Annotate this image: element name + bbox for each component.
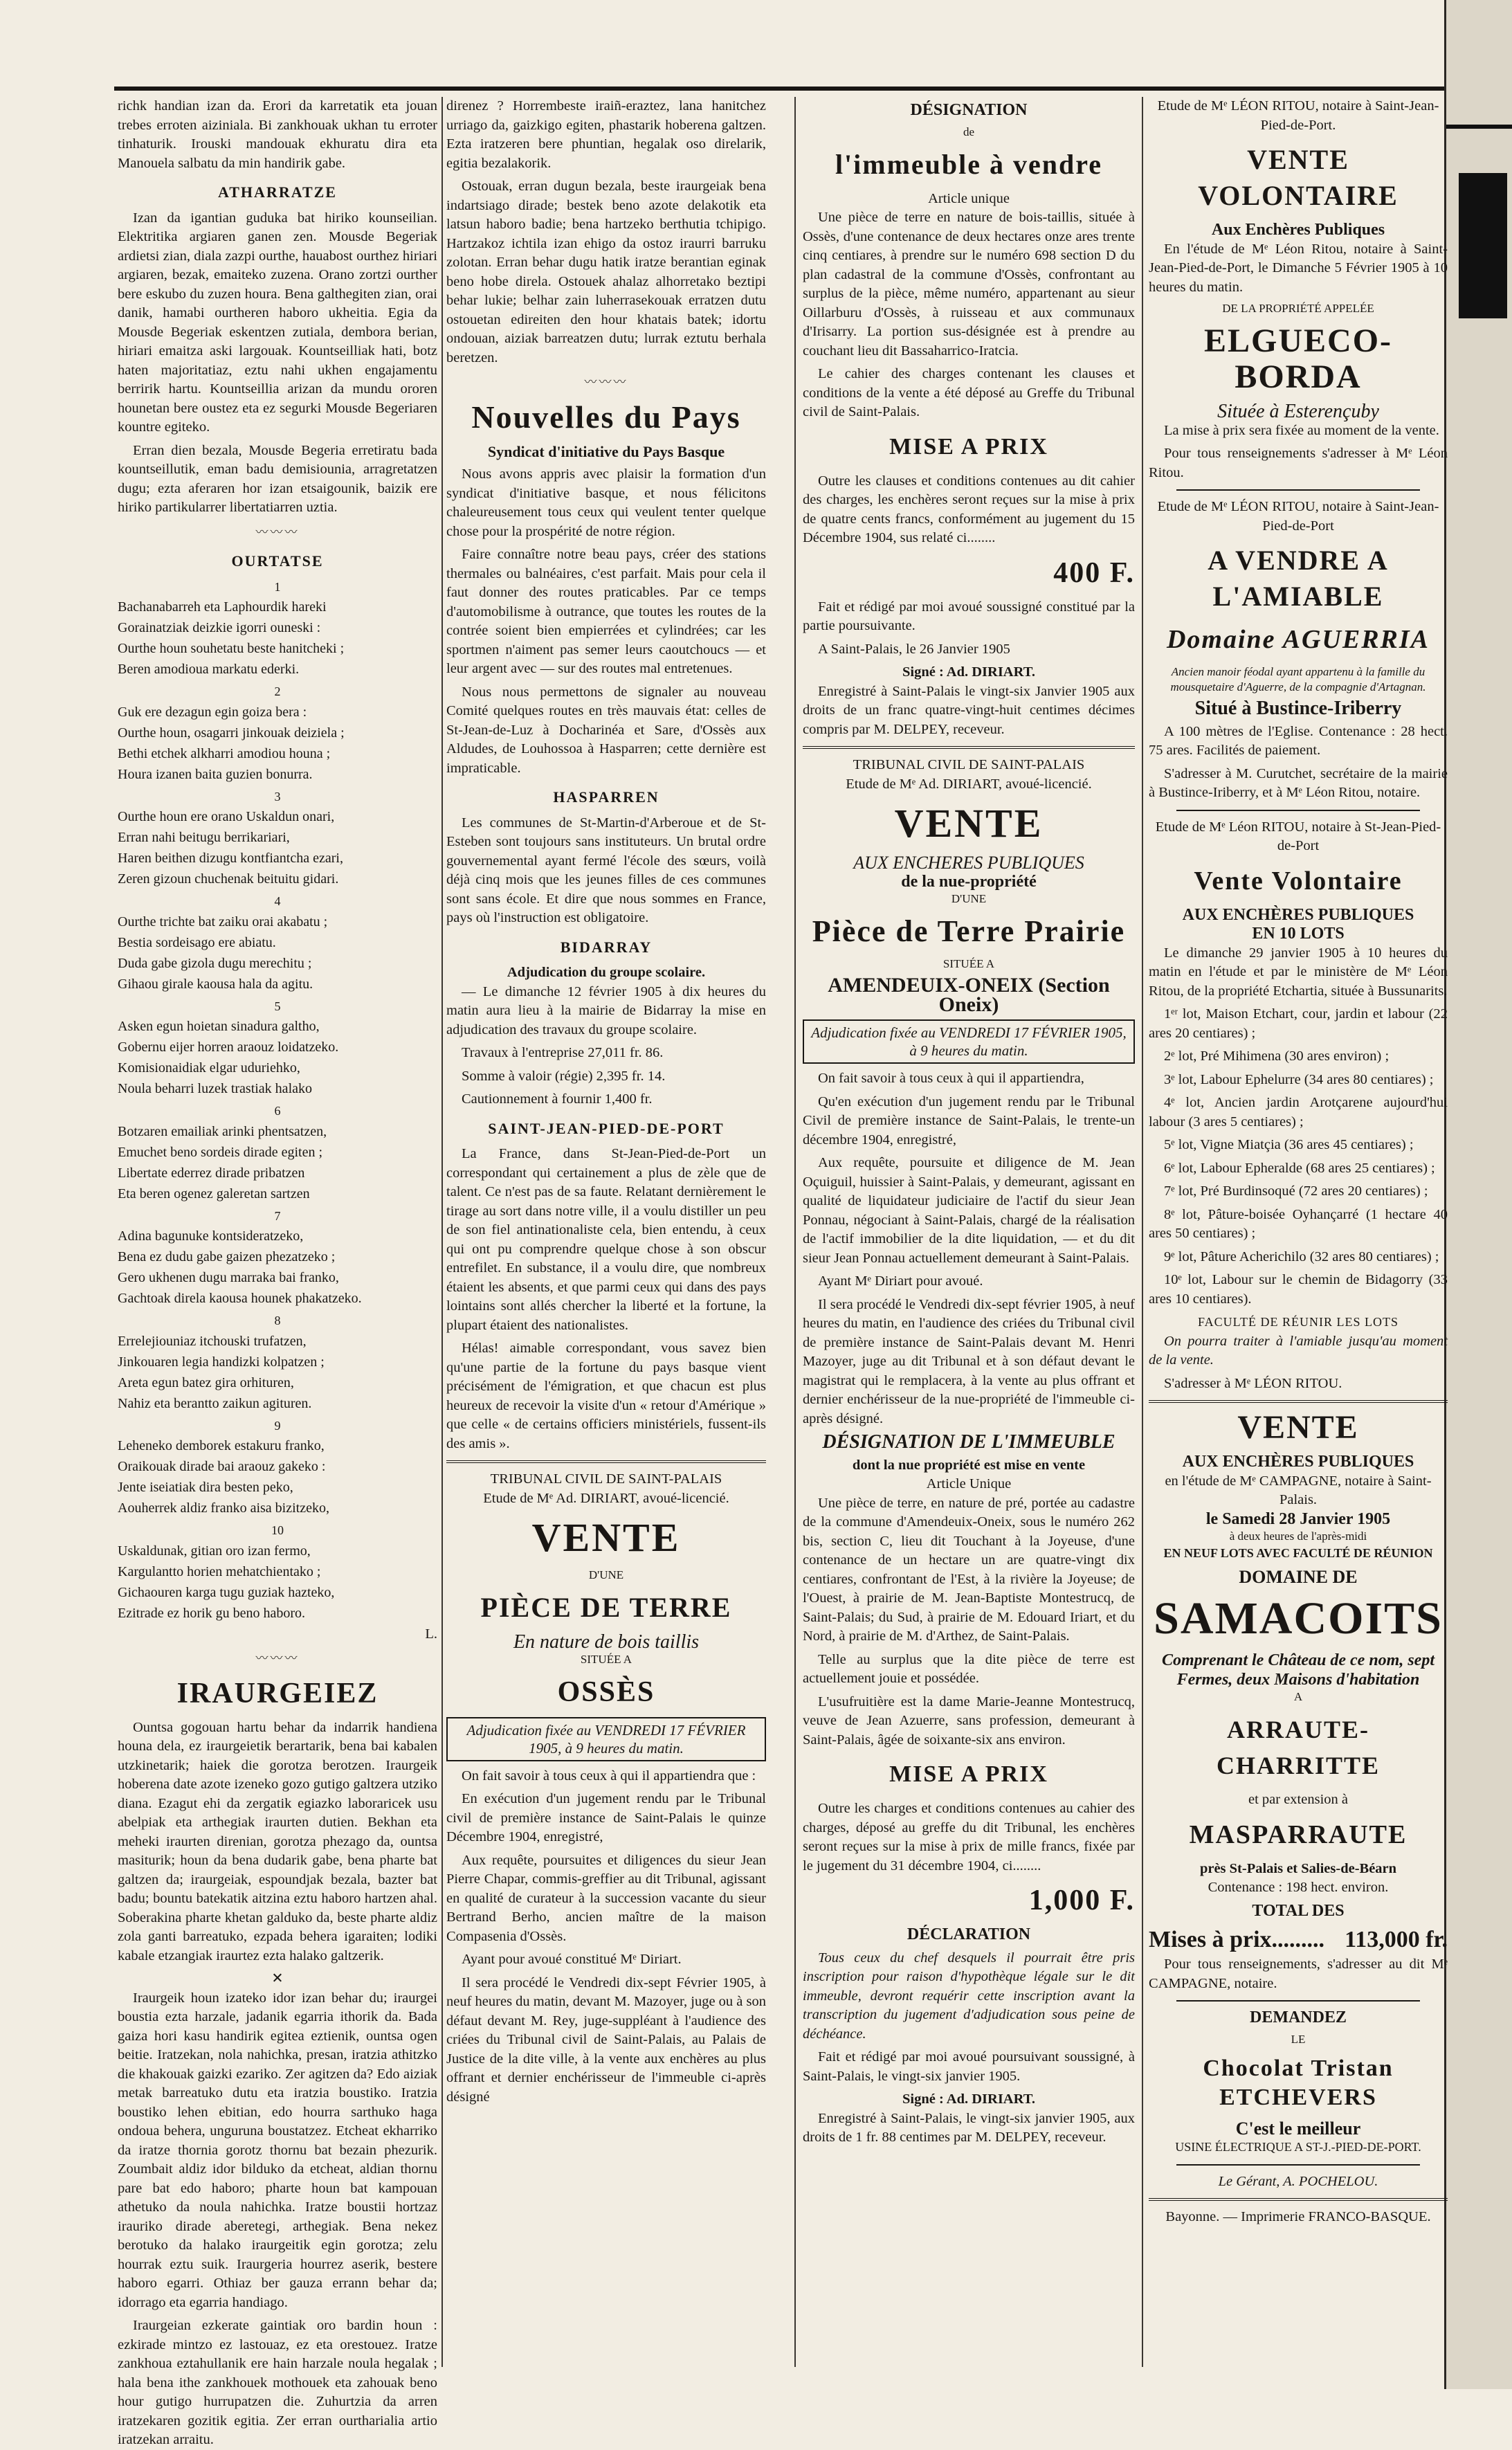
heading-bidarray: BIDARRAY	[560, 938, 653, 956]
dune-label: D'UNE	[588, 1568, 624, 1581]
paragraph: Outre les charges et conditions contenues au cahier des charges, déposé au greffe du dit Tribunal, les enchères seront reçues sur la mise à prix de mille francs, fixée par le jugement du 31 décembre 1904, ci........	[803, 1801, 1135, 1873]
verse-line: Libertate ederrez dirade pribatzen	[118, 1165, 305, 1181]
paragraph: Hélas! aimable correspondant, vous savez bien qu'une partie de la fortune du pays basque vient précisément de l'émigration, et que chacun est plus heureux de recevoir la visite d'un « retour d'Amérique » que celle « de certains officiers ministériels, fussent-ils des amis ».	[446, 1341, 766, 1451]
verse-line: Emuchet beno sordeis dirade egiten ;	[118, 1144, 323, 1160]
a-vendre-heading: A VENDRE A L'AMIABLE	[1208, 545, 1389, 612]
paragraph: A 100 mètres de l'Eglise. Contenance : 28 hect. 75 ares. Facilités de paiement.	[1149, 723, 1448, 758]
lot-list	[1149, 1005, 1448, 1309]
lot-item: 5ᵉ lot, Vigne Miatçia (36 ares 45 centiares) ;	[1164, 1137, 1414, 1152]
verse-line: Zeren gizoun chuchenak beituitu gidari.	[118, 871, 339, 887]
bidarray-subtitle: Adjudication du groupe scolaire.	[507, 965, 706, 980]
verse-line: Nahiz eta berantto zaikun agituren.	[118, 1395, 312, 1411]
paragraph: S'adresser à Mᵉ LÉON RITOU.	[1164, 1375, 1342, 1391]
amendeuix-heading: AMENDEUIX-ONEIX (Section Oneix)	[828, 974, 1110, 1016]
stanza-number: 3	[274, 789, 281, 804]
usine-line: USINE ÉLECTRIQUE A ST-J.-PIED-DE-PORT.	[1175, 2140, 1421, 2154]
verse-line: Aouherrek aldiz franko aisa bizitzeko,	[118, 1500, 329, 1516]
adjacent-page-edge	[1444, 0, 1512, 2389]
verse-line: Gachtoak direla kaousa hounek phakatzeko.	[118, 1291, 362, 1306]
paragraph: Ostouak, erran dugun bezala, beste iraurgeiak bena indartsiago dirade; bestek beno azote delakotik eta latsun haboro badie; bena hartzeko berthutia tchipigo. Hartzakoz ichtila izan ehigo da ostoz iraurri barruku zolotan. Erran behar dugu hatik iratze berantian eginak beno hobe direla. Ostouek ahalaz alhorretako beztipi behar lukie; belhar zain luherrasekouak erratzen dutu ostouetan edireiten den hour khatais batek; idortu ondouan, aiziak barreatzen dutu; lurrak eztutu berhala beretzen.	[446, 179, 766, 365]
verse-line: Botzaren emailiak arinki phentsatzen,	[118, 1123, 327, 1139]
pres-line: près St-Palais et Salies-de-Béarn	[1199, 1860, 1397, 1876]
verse-line: Bena ez dudu gabe gaizen phezatzeko ;	[118, 1249, 336, 1264]
immeuble-heading: l'immeuble à vendre	[835, 148, 1103, 180]
ornament-divider: 〰〰〰	[255, 525, 300, 539]
column-basque-1	[118, 97, 437, 2447]
article-label: Article Unique	[926, 1476, 1012, 1491]
verse-line: Houra izanen baita guzien bonurra.	[118, 766, 313, 782]
arraute-heading: ARRAUTE-CHARRITTE	[1216, 1716, 1381, 1779]
stanza-number: 1	[274, 579, 281, 594]
paragraph: Outre les clauses et conditions contenues au dit cahier des charges, les enchères seront reçues sur la mise à prix de quatre cents francs, conformément au jugement du 15 Décembre 1904, sus relaté ci........	[803, 473, 1135, 545]
rule	[1176, 2164, 1420, 2166]
verse-line: Duda gabe gizola dugu merechitu ;	[118, 955, 312, 971]
column-legal-notices	[803, 97, 1135, 2374]
paragraph: La mise à prix sera fixée au moment de la vente.	[1164, 422, 1439, 438]
designation-immeuble-heading: DÉSIGNATION DE L'IMMEUBLE	[822, 1431, 1115, 1453]
stanza-number: 5	[274, 999, 281, 1013]
column-rule-2	[794, 97, 796, 2367]
verse-line: Gorainatziak deizkie igorri ouneski :	[118, 620, 321, 635]
encheres-line: AUX ENCHÈRES PUBLIQUES	[1182, 1453, 1414, 1471]
paragraph: En exécution d'un jugement rendu par le Tribunal civil de première instance de Saint-Palais le quinze Décembre 1904, enregistré,	[446, 1791, 766, 1844]
paragraph: La France, dans St-Jean-Pied-de-Port un correspondant qui certainement a plus de zèle que de talent. Ce n'est pas de sa faute. Relatant dernièrement le tirage au sort dans notre ville, il a voulu distiller un peu de son fiel antinationaliste cela, bien entendu, à ceux qui ont pu comprendre quelque chose à son obscur entrefilet. En substance, il a voulu dire, que nombreux étaient les absents, et que parmi ceux qui dans des pays lointains sont allés chercher la liberté et la fortune, la plupart étaient des nationalistes.	[446, 1146, 766, 1333]
verse-line: Haren beithen dizugu kontfiantcha ezari,	[118, 851, 343, 866]
rule	[1176, 489, 1420, 491]
verse-line: Noula beharri luzek trastiak halako	[118, 1081, 312, 1096]
double-rule	[803, 746, 1135, 749]
ornament-divider: 〰〰〰	[255, 1651, 300, 1665]
vente-heading: VENTE	[1237, 1409, 1359, 1446]
verse-line: Guk ere dezagun egin goiza bera :	[118, 704, 307, 720]
paragraph: On pourra traiter à l'amiable jusqu'au moment de la vente.	[1149, 1333, 1448, 1368]
paragraph: Izan da igantian guduka bat hiriko kounseilian. Elektritika argiaren ganen zen. Mousde Begeriak ardietsi zian, diala zazpi ourthe, hauabost ourthez hiriari argiaren, bezak, emaiteko zuzena. Orano zortzi ourther bere eskubo du zuzen houra. Bena galthegiten zian, orai danik, hamabi ourtheren haboro ukheitia. Egia da Mousde Begeriak eskentzen zutiala, dembora berian, hiriari emaitza aski largouak. Kountseilliak hati, botz haten majoritatiaz, eztu nahi ukhen engajamentu berririk hartu. Kountseillia arizan da mundu ororen hounetan bere oustez eta ez segurki Mousde Begeriaren kountre egiteko.	[118, 210, 437, 435]
dune-label: D'UNE	[951, 892, 987, 905]
situee-label: SITUÉE A	[580, 1652, 632, 1666]
intro-paragraph: richk handian izan da. Erori da karretatik eta jouan trebes erroten aiziniala. Bi zankhouak ukhan tu erroter tinhaturik. Irouski mandouak ekhuratu dira eta Manouela salbatu da min handirik gabe.	[118, 98, 437, 171]
top-rule	[114, 87, 1446, 91]
vente-volontaire-heading: VENTE VOLONTAIRE	[1198, 144, 1399, 211]
lot-item: 7ᵉ lot, Pré Burdinsoqué (72 ares 20 centiares) ;	[1164, 1183, 1428, 1199]
lot-item: 3ᵉ lot, Labour Ephelurre (34 ares 80 centiares) ;	[1164, 1071, 1434, 1087]
de-label: de	[963, 125, 975, 138]
encheres-line: Aux Enchères Publiques	[1211, 221, 1385, 239]
faculte-line: FACULTÉ DE RÉUNIR LES LOTS	[1197, 1315, 1399, 1329]
verse-line: Jente iseiatiak dira besten peko,	[118, 1480, 293, 1495]
paragraph: — Le dimanche 12 février 1905 à dix heures du matin aura lieu à la mairie de Bidarray la mise en adjudication des travaux du groupe scolaire.	[446, 983, 766, 1037]
adjudication-box: Adjudication fixée au VENDREDI 17 FÉVRIER 1905, à 9 heures du matin.	[446, 1717, 766, 1761]
piece-terre-prairie-heading: Pièce de Terre Prairie	[812, 914, 1126, 948]
contenance-line: Contenance : 198 hect. environ.	[1208, 1880, 1389, 1895]
verse-line: Jinkouaren legia handizki kolpatzen ;	[118, 1354, 325, 1370]
column-rule-3	[1142, 97, 1143, 2367]
verse-line: Ourthe houn, osagarri jinkouak deiziela ;	[118, 725, 345, 741]
poem-stanzas	[118, 578, 437, 1622]
verse-line: Beren amodioua markatu ederki.	[118, 662, 300, 677]
double-rule	[1149, 1400, 1448, 1403]
stanza-number: 7	[274, 1208, 281, 1223]
paragraph: Ayant Mᵉ Diriart pour avoué.	[818, 1273, 983, 1289]
gerant-line: Le Gérant, A. POCHELOU.	[1218, 2173, 1378, 2189]
lot-item: 4ᵉ lot, Ancien jardin Arotçarene aujourd'hui labour (3 ares 5 centiares) ;	[1149, 1095, 1448, 1129]
paragraph: Iraurgeik houn izateko idor izan behar du; iraurgei boustia ezta harzale, jadanik egarria ithorik da. Bada gaiza hori kasu handirik egitea eztienik, ountsa ogen beitie. Iratzekan, nola nahichka, presan, iratzia athitzko die khakouak gaizki ezariko. Zer agitzen da? Edo aiziak metak barreatuko dutu eta iratzia boustiko. Iratzia boustiko lehen ebitian, edo hourra sarthuko haga ondoua behera, unguruna boustatzez. Etcheat ekharriko da iratze thornia gorotz thornu bat bezain phezurik. Zoumbait aldiz idor bilduko da etcheat, aldian thornu pare bat edo haboro; pharte houn bat kampouan athetuko da noula nahichka. Iratze boustii hortzaz irauriko dirade aberetegi, arthegiak. Bena nekez berotuko da halako iraurgeitik egin gorotza; zelu hourrak eztu suik. Iraurgeria hourrez aserik, bestere haboro egarri. Othiaz ber gauza errann behar da; idorrago eta egarria handiago.	[118, 1990, 437, 2310]
mise-a-prix-heading: MISE A PRIX	[889, 1761, 1048, 1787]
masparraute-heading: MASPARRAUTE	[1189, 1820, 1408, 1849]
heading-saint-jean: SAINT-JEAN-PIED-DE-PORT	[488, 1119, 725, 1137]
paragraph: Le cahier des charges contenant les clauses et conditions de la vente a été déposé au Greffe du Tribunal civil de Saint-Palais.	[803, 366, 1135, 419]
tribunal-heading: TRIBUNAL CIVIL DE SAINT-PALAIS	[853, 757, 1085, 772]
column-news	[446, 97, 766, 2374]
verse-line: Ourthe houn souhetatu beste hanitcheki ;	[118, 641, 345, 656]
osses-heading: OSSÈS	[557, 1676, 655, 1708]
paragraph: Une pièce de terre, en nature de pré, portée au cadastre de la commune d'Amendeuix-Oneix, sous le numéro 262 bis, section C, lieu dit Touchant à la Joyeuse, d'une contenance de un hectare un are quatre-vingt dix centiares, confrontant de l'Est, à la rivière la Joyeuse; de l'Ouest, à prairie de M. Jean-Baptiste Montestrucq, de Saint-Palais; du Sud, à prairie de M. Edouard Iriart, et du Nord, à prairie de M. d'Arthez, de Saint-Palais.	[803, 1495, 1135, 1644]
paragraph: On fait savoir à tous ceux à qui il appartiendra,	[818, 1071, 1084, 1086]
lot-item: 9ᵉ lot, Pâture Acherichilo (32 ares 80 centiares) ;	[1164, 1249, 1439, 1264]
elgueco-borda-heading: ELGUECO-BORDA	[1203, 323, 1393, 395]
meilleur-line: C'est le meilleur	[1235, 2118, 1361, 2139]
verse-line: Ezitrade ez horik gu beno haboro.	[118, 1605, 306, 1621]
domaine-aguerria-heading: Domaine AGUERRIA	[1166, 625, 1430, 654]
stanza-number: 6	[274, 1104, 281, 1118]
verse-line: Bachanabarreh eta Laphourdik hareki	[118, 599, 327, 615]
mise-a-prix-heading: MISE A PRIX	[889, 433, 1048, 460]
verse-line: Gero ukhenen dugu marraka bai franko,	[118, 1270, 339, 1285]
section-title-nouvelles: Nouvelles du Pays	[471, 399, 741, 435]
propriete-label: DE LA PROPRIÉTÉ APPELÉE	[1222, 302, 1374, 315]
paragraph: Tous ceux du chef desquels il pourrait être pris inscription pour raison d'hypothèque légale sur le dit immeuble, devront requérir cette inscription avant la transcription du jugement d'adjudication sous peine de déchéance.	[803, 1950, 1135, 2042]
paragraph: Aux requête, poursuite et diligence de M. Jean Oçuiguil, huissier à Saint-Palais, y demeurant, agissant en qualité de liquidateur judiciaire de l'actif du sieur Jean Ponnau, négociant à Saint-Palais, chargé de la réalisation de l'actif immobilier de la dite liquidation, — et du dit sieur Jean Ponnau actuellement demeurant à Saint-Palais.	[803, 1155, 1135, 1266]
section-title-iraurgeiez: IRAURGEIEZ	[176, 1677, 379, 1709]
verse-line: Komisionaidiak elgar uduriehko,	[118, 1060, 300, 1076]
demandez-label: DEMANDEZ	[1249, 2008, 1347, 2026]
lots-line: EN 10 LOTS	[1252, 925, 1345, 943]
article-label: Article unique	[928, 190, 1010, 206]
price-400: 400 F.	[1053, 556, 1135, 589]
verse-line: Gihaou girale kaousa hala da agitu.	[118, 976, 313, 992]
stanza-number: 4	[274, 894, 281, 908]
stanza-number: 10	[271, 1523, 284, 1537]
column-rule-1	[441, 97, 443, 2367]
stanza-number: 8	[274, 1314, 281, 1327]
paragraph: Enregistré à Saint-Palais, le vingt-six janvier 1905, aux droits de 1 fr. 88 centimes par M. DELPEY, receveur.	[803, 2110, 1135, 2145]
verse-line: Bethi etchek alkharri amodiou houna ;	[118, 745, 331, 761]
lots-line: EN NEUF LOTS AVEC FACULTÉ DE RÉUNION	[1163, 1546, 1433, 1560]
chocolat-heading: Chocolat Tristan ETCHEVERS	[1203, 2055, 1394, 2110]
encheres-line: AUX ENCHERES PUBLIQUES	[853, 853, 1084, 873]
declaration-heading: DÉCLARATION	[907, 1925, 1031, 1943]
signature: Signé : Ad. DIRIART.	[902, 664, 1035, 680]
tribunal-heading: TRIBUNAL CIVIL DE SAINT-PALAIS	[490, 1471, 722, 1487]
paragraph: Enregistré à Saint-Palais le vingt-six Janvier 1905 aux droits de un franc quatre-vingt-huit centimes décimes compris par M. DELPEY, receveur.	[803, 683, 1135, 737]
paragraph: Le dimanche 29 janvier 1905 à 10 heures du matin en l'étude et par le ministère de Mᵉ Léon Ritou, de la propriété Etchartia, située à Bussunarits.	[1149, 945, 1448, 999]
mises-row	[1149, 1925, 1448, 1955]
paragraph: L'usufruitière est la dame Marie-Jeanne Montestrucq, veuve de Jean Azuerre, sans profession, demeurant à Saint-Palais, âgée de soixante-six ans environ.	[803, 1694, 1135, 1748]
verse-line: Ourthe houn ere orano Uskaldun onari,	[118, 809, 335, 824]
le-label: LE	[1291, 2032, 1306, 2046]
verse-line: Erran nahi beitugu berrikariari,	[118, 830, 290, 845]
paragraph: Nous avons appris avec plaisir la formation d'un syndicat d'initiative basque, et nous félicitons chaleureusement tous ceux qui veulent tenter quelque chose pour la prospérité de notre région.	[446, 466, 766, 539]
verse-line: Adina bagunuke kontsideratzeko,	[118, 1228, 304, 1244]
vente-heading: VENTE	[531, 1515, 681, 1560]
lot-item: 2ᵉ lot, Pré Mihimena (30 ares environ) ;	[1164, 1049, 1390, 1064]
situee-label: SITUÉE A	[942, 957, 995, 970]
verse-line: Eta beren ogenez galeretan sartzen	[118, 1186, 310, 1201]
paragraph: direnez ? Horrembeste iraiñ-eraztez, lana hanitchez urriago da, gaizkigo egiten, phastarik hoberena galtzen. Ezta iratzeren bere phuntian, hegalak oso direlarik, egitia bezalakorik.	[446, 98, 766, 171]
section-title-atharratze: ATHARRATZE	[218, 183, 337, 201]
syndicat-title: Syndicat d'initiative du Pays Basque	[487, 442, 725, 460]
column-advertisements	[1149, 97, 1448, 2374]
etude-line: Etude de Mᵉ LÉON RITOU, notaire à Saint-Jean-Pied-de-Port	[1157, 499, 1439, 534]
nature-line: En nature de bois taillis	[513, 1631, 700, 1653]
adjudication-box: Adjudication fixée au VENDREDI 17 FÉVRIER 1905, à 9 heures du matin.	[803, 1019, 1135, 1064]
paragraph: Nous nous permettons de signaler au nouveau Comité quelques routes en très mauvais état: celles de St-Jean-de-Luz à Docharinéa et Sare, d'Ossès aux Aldudes, de Louhossoa à Hasparren; cette dernière est impraticable.	[446, 684, 766, 776]
verse-line: Areta egun batez gira orhituren,	[118, 1374, 294, 1390]
time-line: à deux heures de l'après-midi	[1229, 1530, 1367, 1543]
extension-line: et par extension à	[1248, 1792, 1348, 1807]
paragraph: Erran dien bezala, Mousde Begeria erretiratu bada kountseillutik, eman badu demisiounia, arragretatzen dugu; ezta aferaren hor izan etsaigounik, baizik ere hiriko partikularrer libertatiarren uztia.	[118, 442, 437, 515]
paragraph: On fait savoir à tous ceux à qui il appartiendra que :	[462, 1768, 756, 1784]
verse-line: Ourthe trichte bat zaiku orai akabatu ;	[118, 914, 328, 929]
paragraph: Pour tous renseignements s'adresser à Mᵉ Léon Ritou.	[1149, 446, 1448, 480]
lot-item: 8ᵉ lot, Pâture-boisée Oyhançarré (1 hectare 40 ares 50 centiares) ;	[1149, 1206, 1448, 1241]
paragraph: Il sera procédé le Vendredi dix-sept février 1905, à neuf heures du matin, en l'audience des criées du Tribunal civil de première instance de Saint-Palais devant M. Henri Mazoyer, juge au dit Tribunal et à son défaut devant le magistrat qui le remplacera, à la vente au plus offrant et dernier enchérisseur de la nue-propriété de l'immeuble ci-après désigné.	[803, 1296, 1135, 1426]
etude-line: Etude de Mᵉ Ad. DIRIART, avoué-licencié.	[483, 1490, 729, 1506]
paragraph: Telle au surplus que la dite pièce de terre est actuellement jouie et possédée.	[803, 1651, 1135, 1686]
lot-item: 6ᵉ lot, Labour Epheralde (68 ares 25 centiares) ;	[1164, 1160, 1435, 1176]
heading-hasparren: HASPARREN	[553, 788, 659, 806]
verse-line: Oraikouak dirade bai araouz gakeko :	[118, 1459, 326, 1474]
etude-line: en l'étude de Mᵉ CAMPAGNE, notaire à Saint-Palais.	[1165, 1473, 1432, 1507]
mises-label: Mises à prix.........	[1149, 1927, 1325, 1952]
double-rule	[446, 1460, 766, 1463]
stanza-number: 2	[274, 684, 281, 698]
paragraph: Iraurgeian ezkerate gaintiak oro bardin houn : ezkirade mintzo ez lastouaz, ez eta orestouez. Iratze zankhoua eztahullanik ere hain harzale noula hegalak ; hala bena ithe zankhouek mothouek eta zahouak beno hour gutigo hurrupatzen die. Zuhurtzia da arren iratzekaren gozitik egitia. Zer erran ourtharialia artio iratzekan arraitu.	[118, 2318, 437, 2447]
paragraph: Ayant pour avoué constitué Mᵉ Diriart.	[462, 1952, 682, 1967]
paragraph: Faire connaître notre beau pays, créer des stations thermales ou balnéaires, c'est parfait. Mais pour cela il faut donner des routes praticables. Par ce temps d'automobilisme à outrance, que toutes les routes de la contrée soient bien empierrées et cylindrées; car les sportmen n'aiment pas semer leurs caoutchoucs — et leur argent avec — sur des routes mal entretenues.	[446, 547, 766, 676]
encheres-line: AUX ENCHÈRES PUBLIQUES	[1182, 905, 1414, 924]
stanza-number: 9	[274, 1418, 281, 1433]
verse-line: Leheneko demborek estakuru franko,	[118, 1438, 325, 1453]
etude-line: Etude de Mᵉ LÉON RITOU, notaire à Saint-Jean-Pied-de-Port.	[1157, 98, 1439, 133]
domaine-label: DOMAINE DE	[1239, 1566, 1358, 1587]
lot-item: 1ᵉʳ lot, Maison Etchart, cour, jardin et labour (22 ares 20 centiares) ;	[1149, 1006, 1448, 1041]
comprenant-line: Comprenant le Château de ce nom, sept Fermes, deux Maisons d'habitation	[1161, 1651, 1434, 1689]
amount-line: Cautionnement à fournir 1,400 fr.	[462, 1091, 653, 1107]
paragraph: S'adresser à M. Curutchet, secrétaire de la mairie à Bustince-Iriberry, et à Mᵉ Léon Ritou, notaire.	[1149, 765, 1448, 800]
samacoits-heading: SAMACOITS	[1154, 1593, 1443, 1644]
situe-line: Situé à Bustince-Iriberry	[1194, 698, 1402, 719]
piece-de-terre-heading: PIÈCE DE TERRE	[480, 1592, 732, 1623]
lot-item: 10ᵉ lot, Labour sur le chemin de Bidagorry (33 ares 10 centiares).	[1149, 1272, 1448, 1307]
paragraph: Une pièce de terre en nature de bois-taillis, située à Ossès, d'une contenance de deux hectares onze ares trente cinq centiares, à prendre sur le numéro 698 section D du plan cadastral de la commune d'Ossès, confrontant au surplus de la pièce, même numéro, appartenant au sieur Oillarburu d'Ossès, à ruisseau et aux communaux d'Irisarry. La portion sus-désignée est à prendre au couchant lieu dit Bassaharrico-Iratcia.	[803, 210, 1135, 359]
price-1000: 1,000 F.	[1028, 1885, 1135, 1916]
paragraph: Les communes de St-Martin-d'Arberoue et de St-Esteben sont toujours sans instituteurs. Un brutal ordre gouvernemental ayant fermé l'école des sœurs, voilà déjà cinq mois que les jeunes filles de ces communes sont sans école. Et dire que nous sommes en France, pays où l'instruction est obligatoire.	[446, 815, 766, 925]
nue-propriete-subtitle: dont la nue propriété est mise en vente	[852, 1457, 1086, 1473]
date-line: le Samedi 28 Janvier 1905	[1205, 1509, 1391, 1528]
edge-black-block	[1459, 173, 1507, 318]
manoir-description: Ancien manoir féodal ayant appartenu à la famille du mousquetaire d'Aguerre, de la compagnie d'Artagnan.	[1170, 665, 1426, 693]
paragraph: Qu'en exécution d'un jugement rendu par le Tribunal Civil de première instance de Saint-Palais, le trente-un décembre 1904, enregistré,	[803, 1094, 1135, 1147]
rule	[1176, 810, 1420, 811]
amount-line: Somme à valoir (régie) 2,395 fr. 14.	[462, 1068, 666, 1084]
paragraph: Fait et rédigé par moi avoué soussigné constitué par la partie poursuivante.	[803, 599, 1135, 633]
verse-line: Gobernu eijer horren araouz loidatzeko.	[118, 1040, 339, 1055]
imprimerie-line: Bayonne. — Imprimerie FRANCO-BASQUE.	[1165, 2209, 1431, 2224]
paragraph: A Saint-Palais, le 26 Janvier 1905	[818, 641, 1010, 657]
ornament-divider: 〰〰〰	[584, 375, 628, 389]
verse-line: Errelejiouniaz itchouski trufatzen,	[118, 1333, 307, 1349]
etude-line: Etude de Mᵉ Léon RITOU, notaire à St-Jean-Pied-de-Port	[1155, 819, 1441, 853]
amount-line: Travaux à l'entreprise 27,011 fr. 86.	[462, 1045, 664, 1060]
verse-line: Bestia sordeisago ere abiatu.	[118, 934, 276, 950]
nue-propriete-line: de la nue-propriété	[901, 872, 1037, 891]
paragraph: Ountsa gogouan hartu behar da indarrik handiena houna dela, ez iraurgeietik berartarik, bena bai kabalen utzkinetarik; haiek die gorotza berotzen. Iraurgeik hoberena date azote izeneko gozo gutigo galtzera utziko diana. Ezagut ehi da zergatik egiazko laboraricek usu abelpiak eta arthegiak iraurten dutien. Bekhan eta meheki iraurten direnian, gorotza phezago da, ountsa masiturik; houn da bena dudarik gabe, bena pharte bat galtzen da; iraurgeiak, espoundjak bezala, bazter bat badu; bountu batekatik aitzina eztu haboro hartzen ahal. Soberakina pharte khetan galduko da, beste pharte aldiz zola ganti barreatuko, ezpada behera igaraiten; lodiki kabale etzangiak iraurtez ezta halako galtzerik.	[118, 1719, 437, 1963]
vente-heading: VENTE	[894, 801, 1044, 846]
paragraph: Il sera procédé le Vendredi dix-sept Février 1905, à neuf heures du matin, devant M. Mazoyer, juge ou à son défaut devant M. Rey, juge-suppléant à l'audience des criées du Tribunal civil de Saint-Palais, au Palais de Justice de la dite ville, à la vente aux enchères au plus offrant et dernier enchérisseur de l'immeuble ci-après désigné	[446, 1975, 767, 2105]
designation-heading: DÉSIGNATION	[910, 101, 1028, 119]
total-label: TOTAL DES	[1252, 1901, 1345, 1920]
separator-symbol: ✕	[271, 1971, 284, 1986]
paragraph: Pour tous renseignements, s'adresser au dit Mᵉ CAMPAGNE, notaire.	[1149, 1957, 1448, 1991]
poem-signature: L.	[425, 1626, 437, 1642]
mises-value: 113,000 fr.	[1345, 1927, 1448, 1952]
verse-line: Asken egun hoietan sinadura galtho,	[118, 1019, 320, 1034]
a-label: A	[1293, 1690, 1303, 1703]
double-rule	[1149, 2198, 1448, 2201]
verse-line: Kargulantto horien mehatchientako ;	[118, 1563, 321, 1579]
verse-line: Gichaouren karga tugu guziak hazteko,	[118, 1584, 335, 1600]
edge-rule	[1446, 125, 1512, 129]
situee-line: Située à Esterençuby	[1217, 401, 1379, 422]
section-title-ourtatse: OURTATSE	[231, 552, 324, 570]
paragraph: En l'étude de Mᵉ Léon Ritou, notaire à Saint-Jean-Pied-de-Port, le Dimanche 5 Février 1905 à 10 heures du matin.	[1149, 241, 1448, 295]
rule	[1176, 2000, 1420, 2002]
verse-line: Uskaldunak, gitian oro izan fermo,	[118, 1543, 311, 1559]
paragraph: Fait et rédigé par moi avoué poursuivant soussigné, à Saint-Palais, le vingt-six janvier 1905.	[803, 2049, 1135, 2084]
signature: Signé : Ad. DIRIART.	[902, 2091, 1035, 2107]
vente-volontaire-heading: Vente Volontaire	[1194, 866, 1403, 896]
etude-line: Etude de Mᵉ Ad. DIRIART, avoué-licencié.	[846, 776, 1092, 792]
paragraph: Aux requête, poursuites et diligences du sieur Jean Pierre Chapar, commis-greffier au dit Tribunal, agissant en qualité de curateur à la succession vacante du sieur Bertrand Berho, ancien maître de la maison Compasenia d'Ossès.	[446, 1852, 766, 1944]
